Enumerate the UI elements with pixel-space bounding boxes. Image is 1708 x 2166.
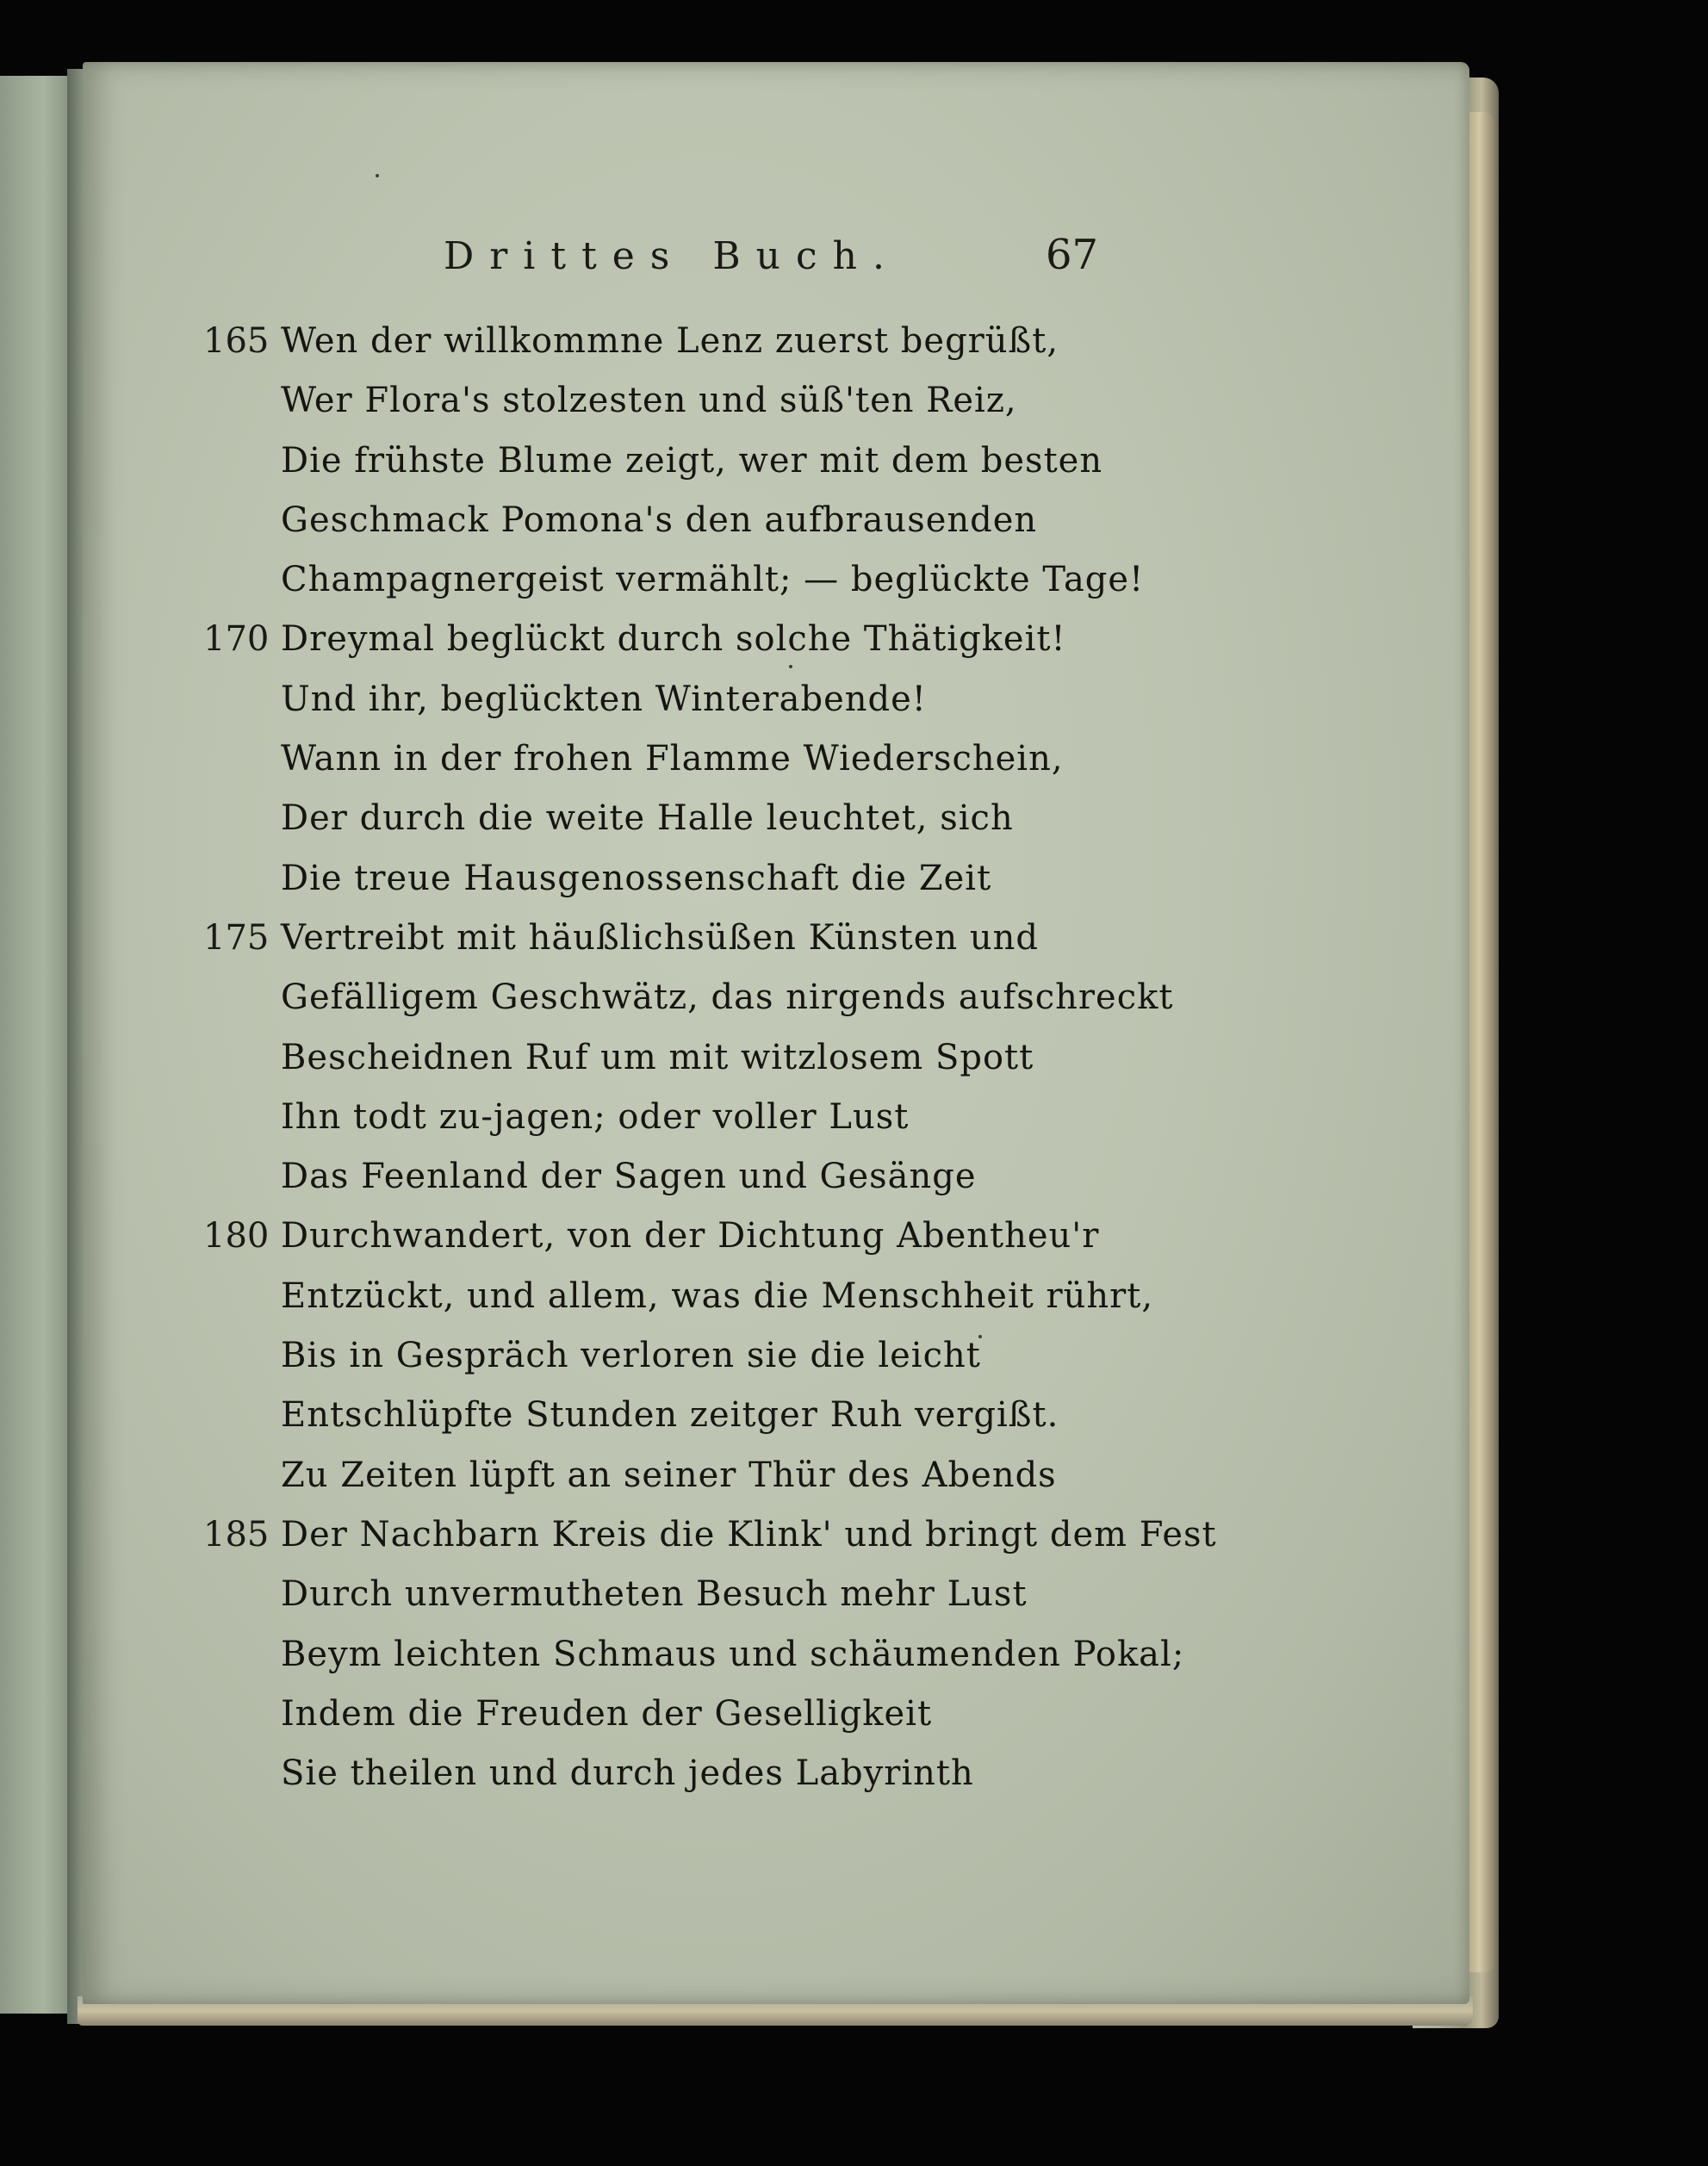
line-text: Durchwandert, von der Dichtung Abentheu'r: [281, 1216, 1100, 1257]
verse-line: [203, 1028, 1323, 1088]
line-text: Entzückt, und allem, was die Menschheit rührt,: [281, 1275, 1154, 1316]
verse-line: [203, 968, 1323, 1027]
line-text: Vertreibt mit häußlichsüßen Künsten und: [281, 917, 1039, 958]
line-text: Indem die Freuden der Geselligkeit: [281, 1693, 933, 1734]
verse-line: [203, 1207, 1323, 1266]
line-number: 175: [203, 917, 270, 958]
verse-line: [203, 1267, 1323, 1326]
line-number: 180: [203, 1216, 270, 1257]
verse-line: [203, 1326, 1323, 1386]
line-text: Der durch die weite Halle leuchtet, sich: [281, 798, 1014, 839]
line-text: Wer Flora's stolzesten und süß'ten Reiz,: [281, 381, 1017, 421]
line-text: Wen der willkommne Lenz zuerst begrüßt,: [281, 321, 1059, 361]
verse-line: [203, 789, 1323, 848]
line-text: Die treue Hausgenossenschaft die Zeit: [281, 858, 992, 898]
verse-line: [203, 1446, 1323, 1505]
line-text: Und ihr, beglückten Winterabende!: [281, 679, 927, 719]
line-text: Zu Zeiten lüpft an seiner Thür des Abends: [281, 1455, 1057, 1495]
verse-line: [203, 1088, 1323, 1147]
verse-line: [203, 610, 1323, 669]
line-number: 170: [203, 619, 270, 660]
verse-line: [203, 1147, 1323, 1207]
line-text: Die frühste Blume zeigt, wer mit dem besten: [281, 440, 1103, 481]
line-text: Beym leichten Schmaus und schäumenden Pokal;: [281, 1634, 1185, 1674]
line-text: Dreymal beglückt durch solche Thätigkeit!: [281, 619, 1066, 660]
line-text: Champagnergeist vermählt; — beglückte Tage!: [281, 560, 1145, 600]
line-text: Sie theilen und durch jedes Labyrinth: [281, 1753, 974, 1794]
verse-line: [203, 371, 1323, 431]
verse-line: [203, 1386, 1323, 1445]
line-text: Geschmack Pomona's den aufbrausenden: [281, 500, 1038, 540]
line-text: Ihn todt zu-jagen; oder voller Lust: [281, 1096, 910, 1137]
line-text: Bescheidnen Ruf um mit witzlosem Spott: [281, 1037, 1034, 1077]
verse-line: [203, 312, 1323, 371]
line-text: Durch unvermutheten Besuch mehr Lust: [281, 1574, 1028, 1615]
line-number: 185: [203, 1514, 270, 1555]
verse-block: [203, 312, 1323, 1803]
line-number: 165: [203, 321, 270, 361]
verse-line: [203, 1565, 1323, 1624]
line-text: Der Nachbarn Kreis die Klink' und bringt dem Fest: [281, 1514, 1217, 1555]
line-text: Das Feenland der Sagen und Gesänge: [281, 1157, 977, 1197]
verse-line: [203, 670, 1323, 729]
verse-line: [203, 1625, 1323, 1685]
dust-speck: [376, 174, 379, 177]
verse-line: [203, 849, 1323, 909]
line-text: Bis in Gespräch verloren sie die leicht: [281, 1336, 981, 1376]
verse-line: [203, 1744, 1323, 1803]
running-head: Drittes Buch.: [444, 234, 900, 278]
page-number: 67: [1046, 231, 1099, 279]
verse-line: [203, 491, 1323, 550]
line-text: Gefälligem Geschwätz, das nirgends aufschreckt: [281, 977, 1174, 1018]
verse-line: [203, 550, 1323, 610]
verse-line: [203, 729, 1323, 789]
verse-line: [203, 1505, 1323, 1565]
line-text: Entschlüpfte Stunden zeitger Ruh vergißt.: [281, 1395, 1059, 1436]
verse-line: [203, 431, 1323, 491]
verse-line: [203, 909, 1323, 968]
verse-line: [203, 1685, 1323, 1744]
line-text: Wann in der frohen Flamme Wiederschein,: [281, 739, 1064, 779]
